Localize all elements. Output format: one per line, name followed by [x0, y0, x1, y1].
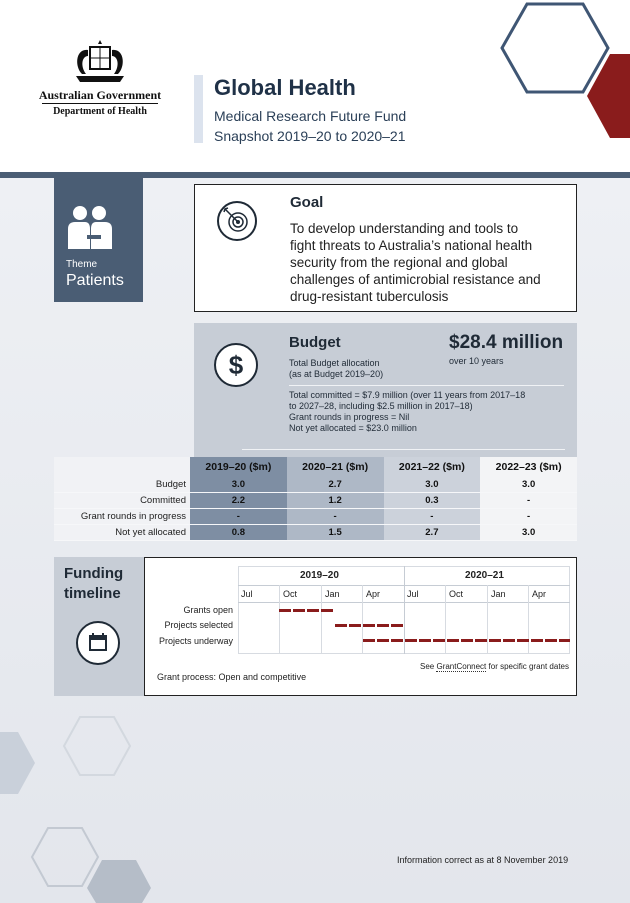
row-label: Budget	[54, 477, 190, 493]
alloc-label-line: (as at Budget 2019–20)	[289, 369, 384, 379]
budget-table	[54, 457, 577, 541]
grid-col-line	[487, 585, 488, 654]
table-row	[54, 525, 577, 541]
table-row	[54, 509, 577, 525]
timeline-row-label: Projects underway	[158, 636, 233, 646]
theme-value: Patients	[66, 272, 124, 289]
budget-divider-2	[242, 449, 565, 450]
timeline-heading-2: timeline	[64, 585, 121, 602]
goal-panel	[194, 184, 577, 312]
cell: 2.7	[384, 525, 481, 541]
month-label: Apr	[366, 589, 381, 599]
target-icon	[217, 201, 257, 241]
grid-col-line	[321, 585, 322, 654]
timeline-panel	[144, 557, 577, 696]
col-header: 2020–21 ($m)	[287, 457, 384, 477]
info-date: Information correct as at 8 November 2019	[397, 855, 569, 865]
cell: -	[384, 509, 481, 525]
grants-open-bar	[279, 609, 335, 612]
cell: 3.0	[384, 477, 481, 493]
grid-col-line	[279, 585, 280, 654]
grantconnect-note	[420, 662, 569, 671]
budget-divider	[289, 385, 564, 386]
budget-amount-sub: over 10 years	[449, 356, 504, 366]
year-label: 2019–20	[300, 570, 339, 581]
theme-panel	[54, 177, 143, 302]
cell: 2.2	[190, 493, 287, 509]
table-corner	[54, 457, 190, 477]
cell: 3.0	[480, 477, 577, 493]
grid-month-line	[238, 602, 570, 603]
cell: 1.5	[287, 525, 384, 541]
grid-col-line	[362, 585, 363, 654]
cell: 3.0	[480, 525, 577, 541]
hexagon-grey-decoration	[0, 730, 36, 796]
year-label: 2020–21	[465, 570, 504, 581]
month-label: Oct	[449, 589, 464, 599]
row-label: Not yet allocated	[54, 525, 190, 541]
budget-heading: Budget	[289, 334, 341, 351]
grid-col-line	[445, 585, 446, 654]
col-header: 2022–23 ($m)	[480, 457, 577, 477]
timeline-label-panel	[54, 557, 144, 696]
projects-underway-bar	[363, 639, 570, 642]
patients-icon	[67, 205, 113, 249]
timeline-heading-1: Funding	[64, 565, 124, 582]
grid-col-line	[528, 585, 529, 654]
table-row	[54, 477, 577, 493]
dollar-icon: $	[214, 343, 258, 387]
month-label: Oct	[283, 589, 298, 599]
gov-line-2: Department of Health	[53, 106, 147, 117]
month-label: Jul	[407, 589, 419, 599]
government-crest	[66, 38, 134, 84]
page-title: Global Health	[214, 75, 356, 100]
goal-text	[290, 220, 541, 305]
col-header: 2021–22 ($m)	[384, 457, 481, 477]
hexagon-grey-decoration-2	[86, 858, 152, 903]
month-label: Jan	[491, 589, 506, 599]
col-header: 2019–20 ($m)	[190, 457, 287, 477]
hexagon-red-decoration	[585, 52, 630, 140]
timeline-row-label: Projects selected	[164, 620, 233, 630]
cell: 0.8	[190, 525, 287, 541]
row-label: Committed	[54, 493, 190, 509]
note-suffix: for specific grant dates	[488, 662, 569, 671]
theme-label: Theme	[66, 259, 98, 270]
goal-heading: Goal	[290, 194, 324, 211]
cell: -	[287, 509, 384, 525]
goal-line: To develop understanding and tools to	[290, 221, 519, 236]
budget-amount: $28.4 million	[449, 332, 564, 353]
gov-line-1: Australian Government	[38, 88, 162, 102]
hexagon-outline-decoration-2	[62, 715, 132, 777]
cell: 0.3	[384, 493, 481, 509]
budget-panel	[194, 323, 577, 457]
cell: -	[190, 509, 287, 525]
budget-detail-line: Not yet allocated = $23.0 million	[289, 423, 417, 433]
table-header-row	[54, 457, 577, 477]
title-accent-bar	[194, 75, 203, 143]
calendar-icon	[76, 621, 120, 665]
timeline-row-label: Grants open	[183, 605, 233, 615]
budget-detail-line: Total committed = $7.9 million (over 11 years from 2017–18	[289, 390, 526, 400]
month-label: Jul	[241, 589, 253, 599]
budget-detail-line: Grant rounds in progress = Nil	[289, 412, 410, 422]
goal-line: fight threats to Australia’s national health	[290, 238, 533, 253]
goal-line: challenges of antimicrobial resistance and	[290, 272, 541, 287]
crest-divider	[42, 103, 158, 104]
cell: -	[480, 493, 577, 509]
cell: -	[480, 509, 577, 525]
budget-details	[289, 390, 525, 434]
note-prefix: See	[420, 662, 435, 671]
row-label: Grant rounds in progress	[54, 509, 190, 525]
page-subtitle-2: Snapshot 2019–20 to 2020–21	[214, 128, 406, 144]
cell: 2.7	[287, 477, 384, 493]
projects-selected-bar	[335, 624, 405, 627]
page-subtitle-1: Medical Research Future Fund	[214, 108, 407, 124]
grantconnect-link[interactable]: GrantConnect	[436, 662, 487, 671]
goal-line: security from the regional and global	[290, 255, 508, 270]
month-label: Apr	[532, 589, 547, 599]
budget-detail-line: to 2027–28, including $2.5 million in 2017–18)	[289, 401, 473, 411]
cell: 3.0	[190, 477, 287, 493]
goal-line: drug-resistant tuberculosis	[290, 289, 449, 304]
month-label: Jan	[325, 589, 340, 599]
grant-process-text: Grant process: Open and competitive	[157, 672, 307, 682]
alloc-label-line: Total Budget allocation	[289, 358, 380, 368]
table-row	[54, 493, 577, 509]
grid-header-line	[238, 585, 570, 586]
cell: 1.2	[287, 493, 384, 509]
budget-alloc-label	[289, 358, 383, 380]
